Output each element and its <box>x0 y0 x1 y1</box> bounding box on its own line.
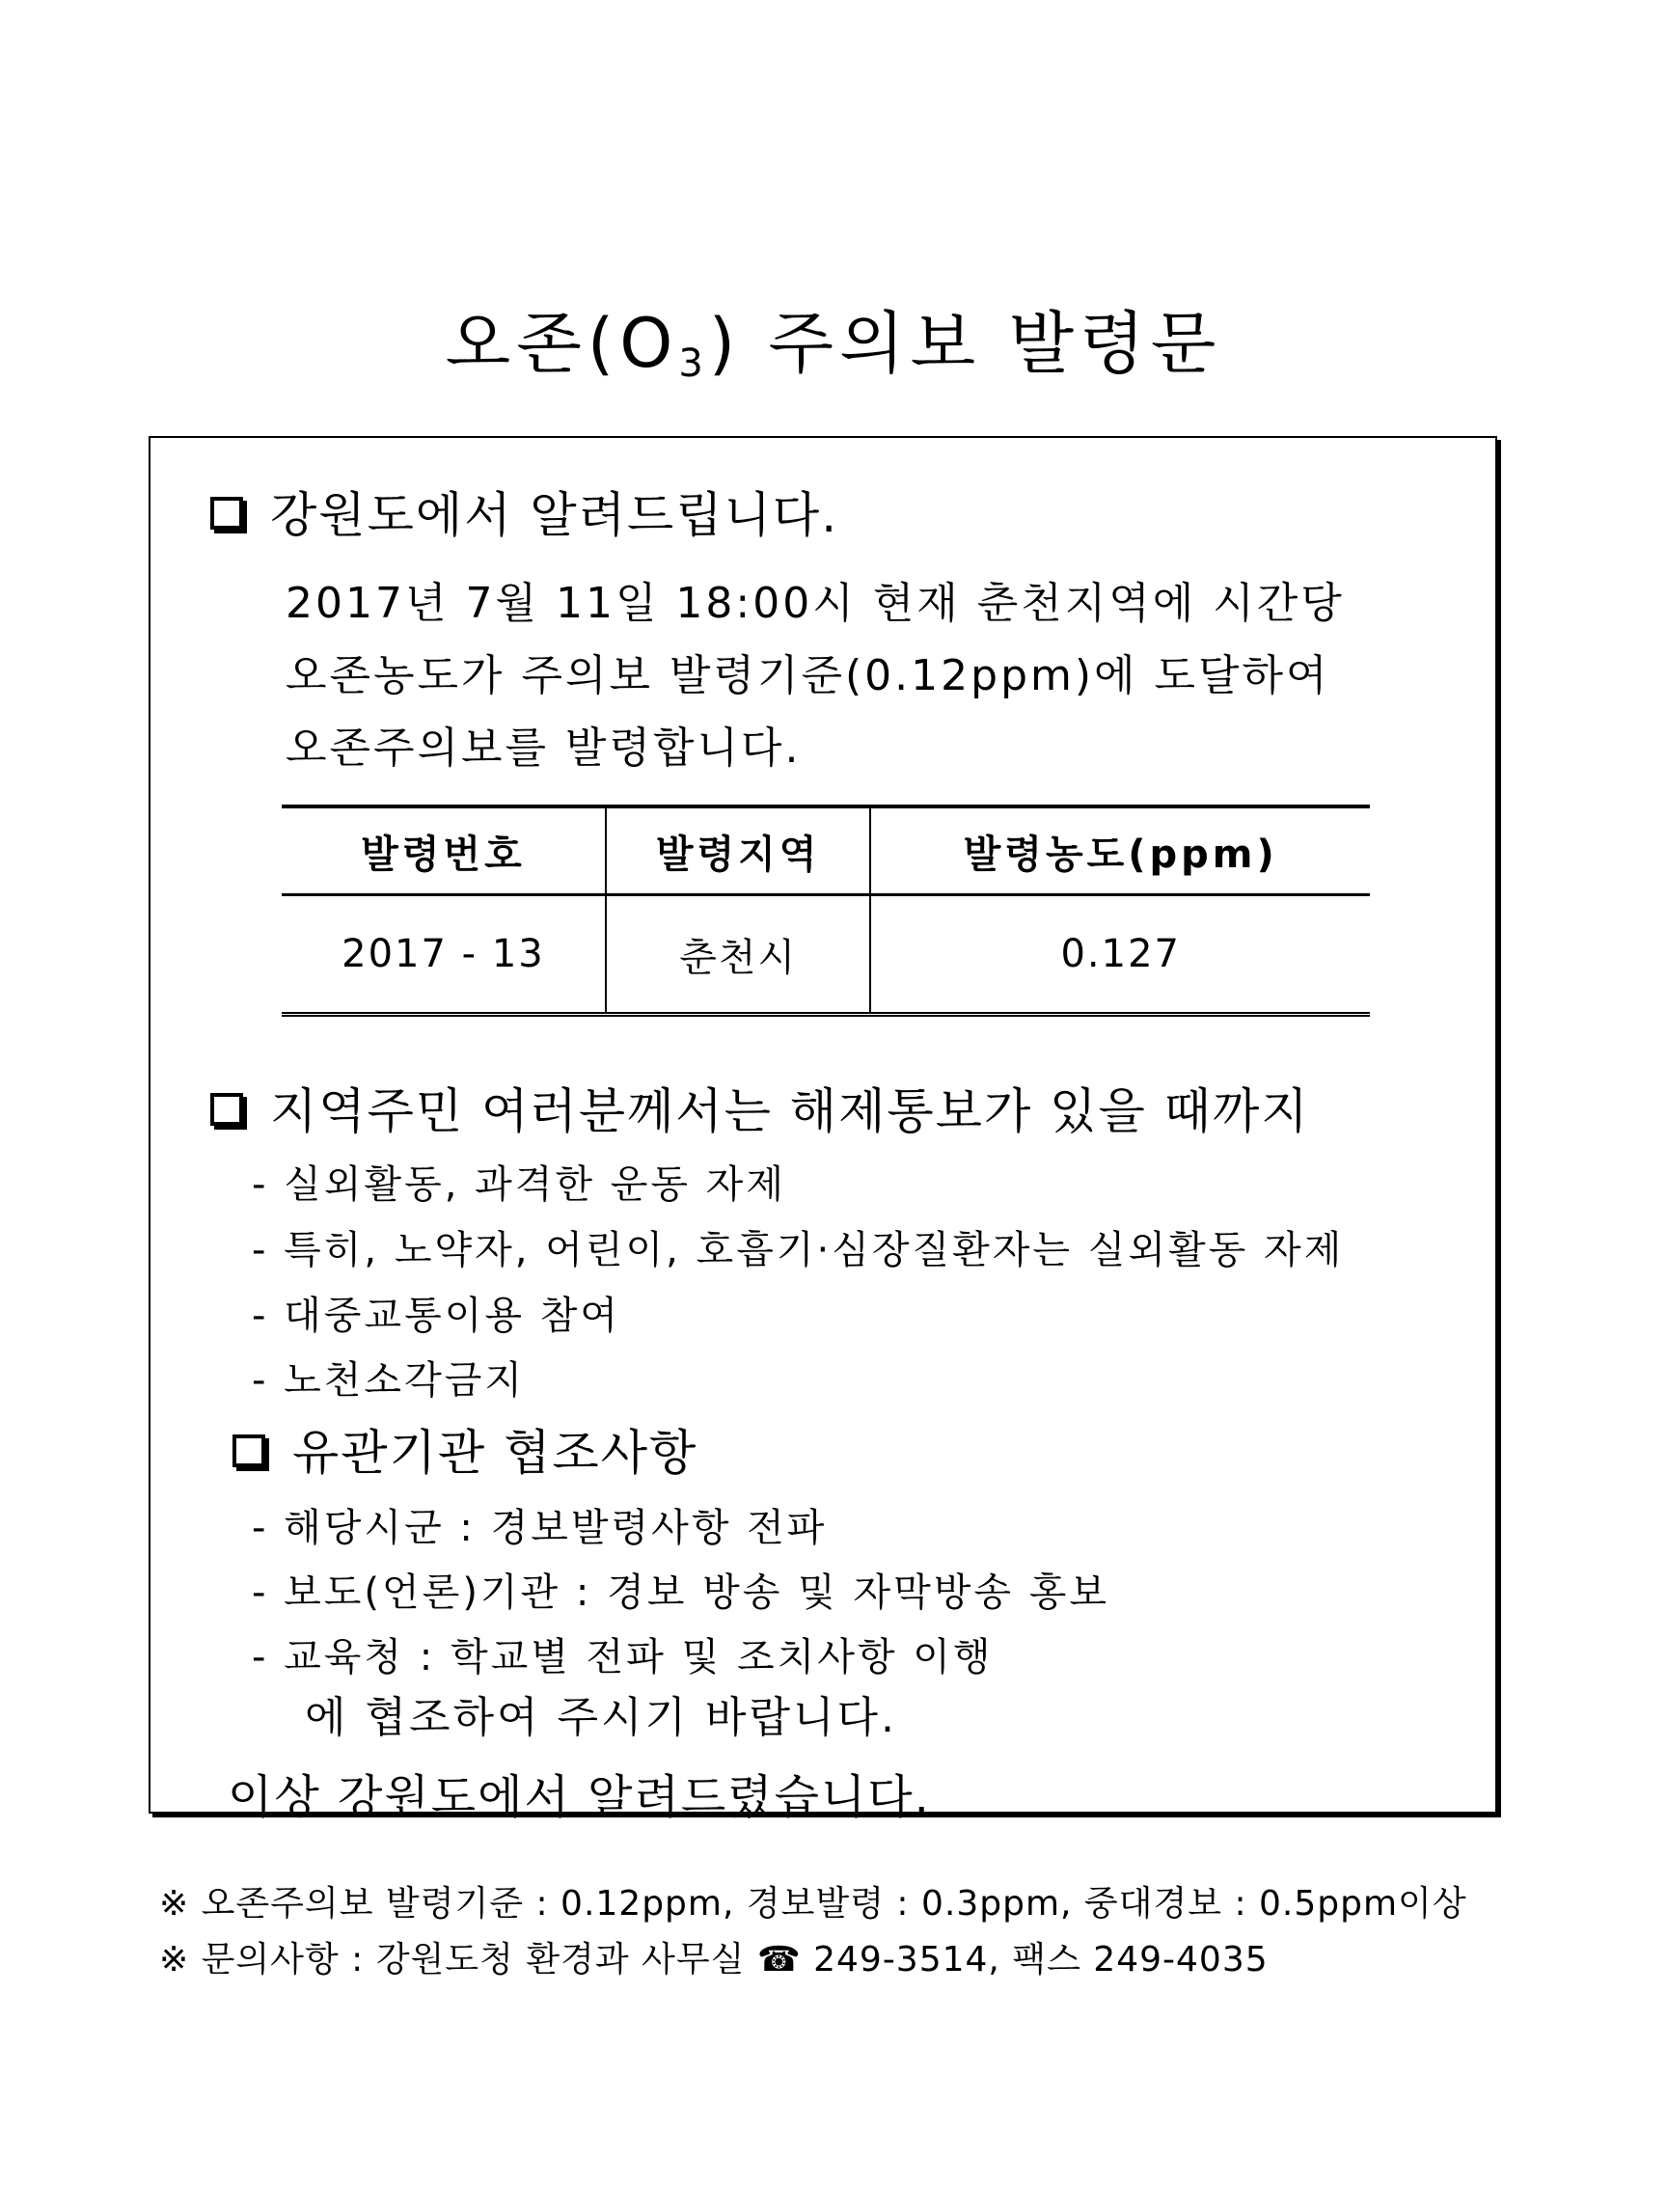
section2-heading <box>210 1073 1310 1142</box>
section2-heading-text: 지역주민 여러분께서는 해제통보가 있을 때까지 <box>270 1083 1310 1139</box>
table-header-cell: 발령농도(ppm) <box>870 806 1370 895</box>
table-header-cell: 발령지역 <box>606 806 871 895</box>
checkbox-icon <box>232 1434 265 1467</box>
table-header-row <box>282 806 1370 895</box>
section3-item: - 해당시군 : 경보발령사항 전파 <box>252 1506 828 1550</box>
section1-heading <box>210 477 838 546</box>
section2-item: - 특히, 노약자, 어린이, 호흡기·심장질환자는 실외활동 자제 <box>252 1228 1345 1272</box>
alert-table <box>282 805 1370 1017</box>
section2-item: - 대중교통이용 참여 <box>252 1294 620 1338</box>
section1-line-1: 2017년 7월 11일 18:00시 현재 춘천지역에 시간당 <box>286 579 1345 628</box>
notice-box <box>149 436 1497 1824</box>
final-statement: 이상 강원도에서 알려드렸습니다. <box>228 1770 931 1824</box>
section1-line-3: 오존주의보를 발령합니다. <box>286 724 802 773</box>
footnote-criteria: ※ 오존주의보 발령기준 : 0.12ppm, 경보발령 : 0.3ppm, 중대경보 : 0.5ppm이상 <box>159 1884 1467 1924</box>
table-row <box>282 895 1370 1015</box>
section3-heading-text: 유관기관 협조사항 <box>292 1425 698 1481</box>
table-header-cell: 발령번호 <box>282 806 606 895</box>
section3-heading <box>232 1414 697 1484</box>
checkbox-icon <box>210 497 243 530</box>
footnote-contact: ※ 문의사항 : 강원도청 환경과 사무실 ☎ 249-3514, 팩스 249-4035 <box>159 1940 1269 1980</box>
section2-item: - 실외활동, 과격한 운동 자제 <box>252 1162 787 1207</box>
section3-item: - 보도(언론)기관 : 경보 방송 및 자막방송 홍보 <box>252 1570 1110 1615</box>
section1-line-2: 오존농도가 주의보 발령기준(0.12ppm)에 도달하여 <box>286 651 1330 700</box>
table-cell: 춘천시 <box>606 895 871 1015</box>
table-cell: 0.127 <box>870 895 1370 1015</box>
document-title <box>0 289 1667 387</box>
title-post: ) 주의보 발령문 <box>708 304 1222 383</box>
title-pre: 오존(O <box>445 304 679 383</box>
title-subscript: 3 <box>678 341 709 386</box>
table-cell: 2017 - 13 <box>282 895 606 1015</box>
section3-closing: 에 협조하여 주시기 바랍니다. <box>305 1693 897 1742</box>
checkbox-icon <box>210 1093 243 1126</box>
section3-item: - 교육청 : 학교별 전파 및 조치사항 이행 <box>252 1635 994 1679</box>
section2-item: - 노천소각금지 <box>252 1358 525 1403</box>
section1-heading-text: 강원도에서 알려드립니다. <box>270 487 839 543</box>
